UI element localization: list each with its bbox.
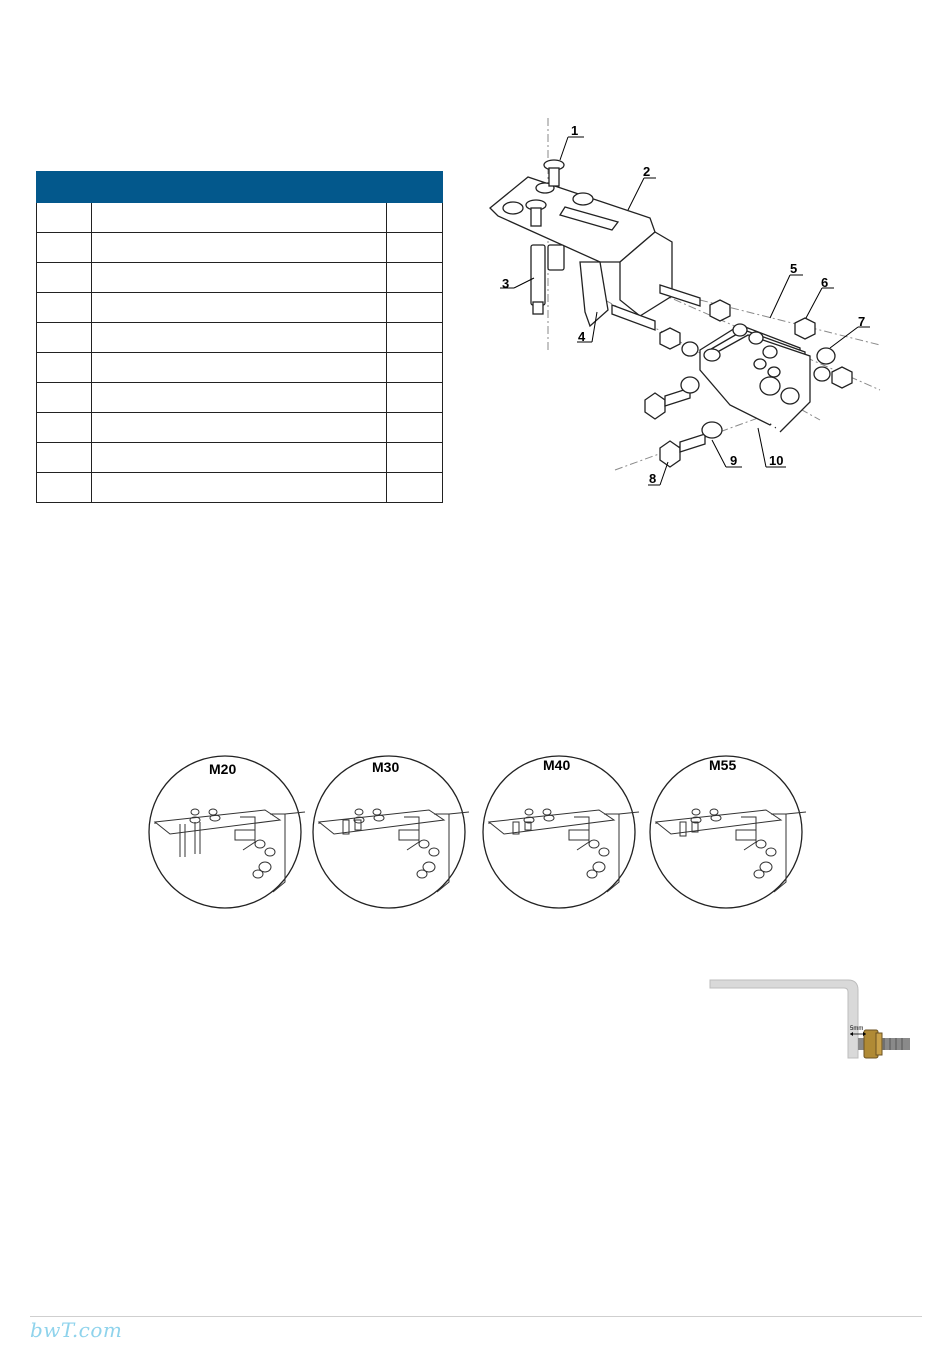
cell-description [92,413,387,443]
footer-divider [30,1316,922,1317]
cell-description [92,383,387,413]
callout-2: 2 [643,164,651,179]
cell-pos [37,413,92,443]
table-row [37,443,443,473]
cell-description [92,293,387,323]
table-row [37,383,443,413]
cell-qty [387,323,443,353]
cell-pos [37,383,92,413]
variant-m40 [483,756,639,908]
variant-label-m55: M55 [709,757,737,773]
cell-qty [387,233,443,263]
variant-label-m40: M40 [543,757,571,773]
cell-qty [387,293,443,323]
table-row [37,353,443,383]
cell-description [92,203,387,233]
header-qty [387,172,443,203]
callout-8: 8 [649,471,657,486]
cell-pos [37,263,92,293]
header-description [92,172,387,203]
table-row [37,233,443,263]
cell-pos [37,233,92,263]
cell-qty [387,353,443,383]
cell-pos [37,473,92,503]
callout-3: 3 [502,276,510,291]
parts-table [36,171,443,503]
cell-description [92,263,387,293]
cell-qty [387,383,443,413]
exploded-assembly-drawing [480,115,900,515]
table-row [37,293,443,323]
cell-qty [387,473,443,503]
cell-qty [387,263,443,293]
callout-5: 5 [790,261,798,276]
table-row [37,413,443,443]
cell-pos [37,323,92,353]
footer-logo: bwT.com [30,1318,123,1342]
thread-detail-drawing [705,975,920,1075]
callout-4: 4 [578,329,586,344]
callout-9: 9 [730,453,738,468]
variant-label-m30: M30 [372,759,400,775]
cell-description [92,443,387,473]
cell-description [92,323,387,353]
cell-description [92,473,387,503]
callout-1: 1 [571,123,579,138]
cell-description [92,233,387,263]
cell-pos [37,293,92,323]
variant-m55 [650,756,806,908]
parts-table-header [37,172,443,203]
cell-pos [37,203,92,233]
variant-detail-circles [140,755,820,910]
cell-qty [387,203,443,233]
callout-6: 6 [821,275,829,290]
variant-m30 [313,756,469,908]
header-pos [37,172,92,203]
variant-m20 [149,756,305,908]
table-row [37,473,443,503]
cell-pos [37,353,92,383]
cell-qty [387,443,443,473]
callout-10: 10 [769,453,784,468]
cell-description [92,353,387,383]
table-row [37,203,443,233]
variant-label-m20: M20 [209,761,237,777]
cell-qty [387,413,443,443]
thread-dimension-label: 5mm [850,1026,864,1032]
table-row [37,323,443,353]
cell-pos [37,443,92,473]
callout-7: 7 [858,314,866,329]
table-row [37,263,443,293]
